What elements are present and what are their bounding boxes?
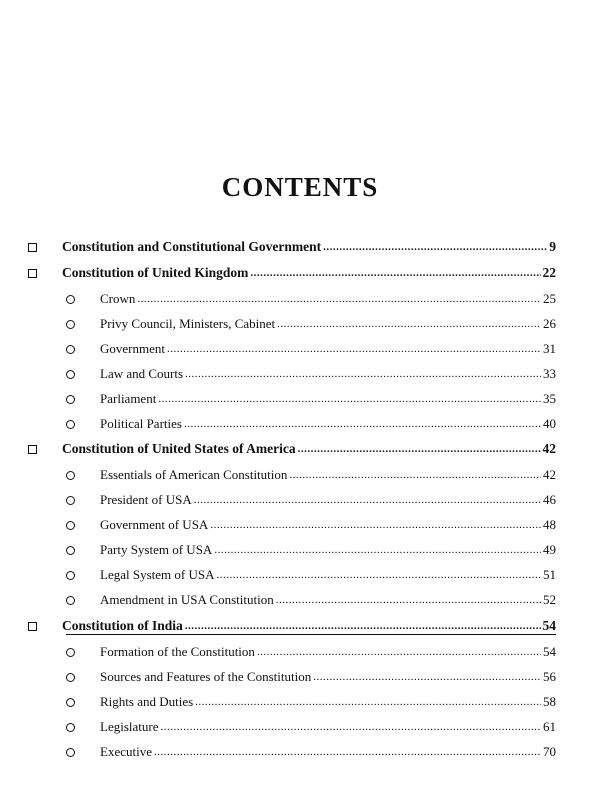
toc-page-number: 58	[543, 694, 556, 709]
toc-page-number: 26	[543, 316, 556, 331]
toc-page-number: 52	[543, 592, 556, 607]
dot-leader	[250, 262, 540, 284]
circle-bullet-icon	[66, 748, 75, 757]
dot-leader	[298, 438, 541, 460]
toc-page-number: 54	[542, 618, 556, 633]
toc-page-number: 51	[543, 567, 556, 582]
toc-page-number: 42	[542, 441, 556, 456]
dot-leader	[185, 363, 541, 385]
toc-section-title: Rights and Duties	[100, 694, 194, 709]
toc-page-number: 22	[542, 265, 556, 280]
toc-section	[66, 489, 556, 511]
toc-chapter	[28, 438, 556, 460]
toc-page-number: 48	[543, 517, 556, 532]
toc-section-title: Amendment in USA Constitution	[100, 592, 274, 607]
toc-page-number: 54	[543, 644, 556, 659]
toc-chapter-title: Constitution of United States of America	[62, 441, 296, 456]
toc-section	[66, 691, 556, 713]
page-title: CONTENTS	[221, 172, 379, 202]
toc-section-title: Legislature	[100, 719, 159, 734]
toc-page-number: 35	[543, 391, 556, 406]
toc-page-number: 46	[543, 492, 556, 507]
circle-bullet-icon	[66, 648, 75, 657]
dot-leader	[216, 564, 541, 586]
toc-page-number: 33	[543, 366, 556, 381]
toc-section	[66, 363, 556, 385]
dot-leader	[214, 539, 541, 561]
dot-leader	[257, 641, 541, 663]
circle-bullet-icon	[66, 320, 75, 329]
toc-page-number: 9	[549, 239, 556, 254]
circle-bullet-icon	[66, 546, 75, 555]
square-bullet-icon	[28, 622, 37, 631]
toc-section-title: Executive	[100, 744, 152, 759]
toc-section-title: Law and Courts	[100, 366, 184, 381]
toc-chapter-title: Constitution of United Kingdom	[62, 265, 249, 280]
toc-section-title: Crown	[100, 291, 136, 306]
dot-leader	[184, 413, 541, 435]
toc-section	[66, 641, 556, 663]
circle-bullet-icon	[66, 370, 75, 379]
toc-page-number: 25	[543, 291, 556, 306]
toc-chapter	[28, 262, 556, 284]
circle-bullet-icon	[66, 496, 75, 505]
dot-leader	[154, 741, 541, 763]
circle-bullet-icon	[66, 596, 75, 605]
circle-bullet-icon	[66, 345, 75, 354]
dot-leader	[276, 589, 541, 611]
divider-line	[66, 634, 556, 635]
toc-page-number: 56	[543, 669, 556, 684]
toc-chapter-title: Constitution of India	[62, 618, 183, 633]
circle-bullet-icon	[66, 295, 75, 304]
square-bullet-icon	[28, 445, 37, 454]
toc-page-number: 70	[543, 744, 556, 759]
toc-section	[66, 413, 556, 435]
toc-section	[66, 288, 556, 310]
toc-chapter	[28, 236, 556, 258]
circle-bullet-icon	[66, 521, 75, 530]
toc-section-title: Sources and Features of the Constitution	[100, 669, 312, 684]
toc-section	[66, 388, 556, 410]
toc-section	[66, 564, 556, 586]
toc-section	[66, 666, 556, 688]
dot-leader	[137, 288, 541, 310]
toc-section	[66, 716, 556, 738]
dot-leader	[195, 691, 541, 713]
dot-leader	[323, 236, 547, 258]
square-bullet-icon	[28, 269, 37, 278]
toc-section-title: Government	[100, 341, 165, 356]
toc-section-title: Political Parties	[100, 416, 182, 431]
toc-section	[66, 338, 556, 360]
toc-chapter-title: Constitution and Constitutional Government	[62, 239, 322, 254]
toc-section	[66, 464, 556, 486]
dot-leader	[289, 464, 541, 486]
toc-section-title: Essentials of American Constitution	[100, 467, 288, 482]
toc-section	[66, 514, 556, 536]
toc-section	[66, 539, 556, 561]
toc-section	[66, 741, 556, 763]
dot-leader	[160, 716, 541, 738]
toc-section-title: Formation of the Constitution	[100, 644, 255, 659]
toc-page-number: 40	[543, 416, 556, 431]
toc-section	[66, 589, 556, 611]
toc-page-number: 31	[543, 341, 556, 356]
toc-page-number: 61	[543, 719, 556, 734]
dot-leader	[277, 313, 541, 335]
dot-leader	[313, 666, 541, 688]
toc-section-title: Party System of USA	[100, 542, 213, 557]
circle-bullet-icon	[66, 420, 75, 429]
circle-bullet-icon	[66, 471, 75, 480]
toc-page-number: 49	[543, 542, 556, 557]
dot-leader	[167, 338, 541, 360]
toc-section	[66, 313, 556, 335]
circle-bullet-icon	[66, 698, 75, 707]
toc-section-title: Legal System of USA	[100, 567, 215, 582]
circle-bullet-icon	[66, 395, 75, 404]
dot-leader	[158, 388, 541, 410]
toc-section-title: President of USA	[100, 492, 192, 507]
square-bullet-icon	[28, 243, 37, 252]
circle-bullet-icon	[66, 673, 75, 682]
dot-leader	[210, 514, 541, 536]
toc-section-title: Privy Council, Ministers, Cabinet	[100, 316, 276, 331]
circle-bullet-icon	[66, 723, 75, 732]
toc-page-number: 42	[543, 467, 556, 482]
toc-section-title: Government of USA	[100, 517, 209, 532]
toc-section-title: Parliament	[100, 391, 157, 406]
circle-bullet-icon	[66, 571, 75, 580]
dot-leader	[194, 489, 541, 511]
